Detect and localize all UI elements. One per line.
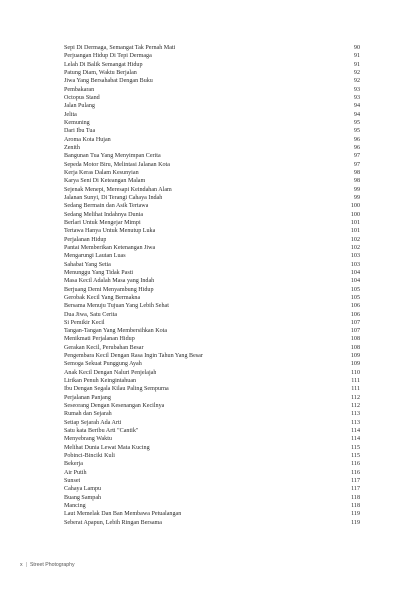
toc-entry-page: 111 xyxy=(351,386,360,393)
toc-entry-title: Perjalanan Hidup xyxy=(64,236,107,243)
toc-entry xyxy=(64,161,360,169)
toc-entry xyxy=(64,269,360,277)
toc-entry-page: 105 xyxy=(350,294,360,301)
toc-entry-page: 110 xyxy=(351,369,360,376)
toc-entry xyxy=(64,419,360,427)
toc-entry xyxy=(64,469,360,477)
toc-entry-title: Mancing xyxy=(64,503,86,510)
toc-entry-page: 96 xyxy=(353,144,360,151)
toc-entry-title: Bangunan Tua Yang Menyimpan Cerita xyxy=(64,153,161,160)
footer-separator: | xyxy=(25,562,27,568)
toc-entry-page: 119 xyxy=(351,511,360,518)
toc-entry-page: 116 xyxy=(351,461,360,468)
toc-entry-page: 93 xyxy=(353,86,360,93)
toc-entry xyxy=(64,427,360,435)
toc-entry xyxy=(64,144,360,152)
toc-entry xyxy=(64,502,360,510)
toc-entry-page: 109 xyxy=(350,353,360,360)
toc-entry-page: 98 xyxy=(353,169,360,176)
toc-entry-title: Masa Kecil Adalah Masa yang Indah xyxy=(64,278,155,285)
toc-entry-page: 106 xyxy=(350,311,360,318)
toc-entry-title: Dua Jiwa, Satu Cerita xyxy=(64,311,118,318)
toc-entry-title: Pobinci-Binciki Kuli xyxy=(64,453,115,460)
toc-entry xyxy=(64,277,360,285)
toc-entry-page: 101 xyxy=(350,219,360,226)
toc-entry xyxy=(64,452,360,460)
toc-entry-title: Mengarungi Lautan Luas xyxy=(64,253,126,260)
toc-entry xyxy=(64,435,360,443)
toc-entry-title: Sepeda Motor Biru, Melintasi Jalanan Kota xyxy=(64,161,170,168)
toc-entry-title: Semoga Sekuat Punggung Ayah xyxy=(64,361,142,368)
toc-entry-page: 92 xyxy=(353,69,360,76)
toc-entry xyxy=(64,111,360,119)
footer-book-title: Street Photography xyxy=(29,562,75,568)
toc-entry xyxy=(64,177,360,185)
toc-entry-title: Satu kata Beribu Arti "Cantik" xyxy=(64,428,139,435)
toc-entry-page: 108 xyxy=(350,344,360,351)
toc-entry-page: 114 xyxy=(351,436,360,443)
footer-page-number: x xyxy=(20,562,23,568)
toc-entry-page: 112 xyxy=(351,403,360,410)
toc-entry-title: Seseorang Dengan Kesenangan Kecilnya xyxy=(64,403,165,410)
toc-entry-title: Si Pemikir Kecil xyxy=(64,319,105,326)
toc-entry-page: 103 xyxy=(350,261,360,268)
table-of-contents xyxy=(64,44,360,527)
toc-entry-page: 105 xyxy=(350,286,360,293)
toc-entry-title: Perjuangan Hidup Di Tepi Dermaga xyxy=(64,53,152,60)
toc-entry-title: Lelah Di Balik Semangat Hidup xyxy=(64,61,143,68)
toc-entry-page: 103 xyxy=(350,253,360,260)
toc-entry-page: 97 xyxy=(353,161,360,168)
toc-entry-page: 104 xyxy=(350,278,360,285)
toc-entry-title: Setiap Sejarah Ada Arti xyxy=(64,419,122,426)
toc-entry-page: 100 xyxy=(350,203,360,210)
page-footer xyxy=(20,562,75,568)
toc-entry xyxy=(64,61,360,69)
toc-entry xyxy=(64,119,360,127)
toc-entry-title: Sedang Melihat Indahnya Dunia xyxy=(64,211,144,218)
toc-entry-page: 112 xyxy=(351,394,360,401)
toc-entry-page: 106 xyxy=(350,303,360,310)
toc-entry-page: 118 xyxy=(351,503,360,510)
toc-entry xyxy=(64,236,360,244)
toc-entry xyxy=(64,327,360,335)
toc-entry xyxy=(64,219,360,227)
toc-entry xyxy=(64,202,360,210)
toc-entry-page: 113 xyxy=(351,419,360,426)
toc-entry-page: 107 xyxy=(350,328,360,335)
toc-entry xyxy=(64,385,360,393)
toc-entry-title: Patung Diam, Waktu Berjalan xyxy=(64,69,137,76)
toc-entry-title: Pengembara Kecil Dengan Rasa Ingin Tahun Yang Besar xyxy=(64,353,203,360)
toc-entry-page: 99 xyxy=(353,186,360,193)
toc-entry-page: 97 xyxy=(353,153,360,160)
toc-entry xyxy=(64,485,360,493)
toc-entry-title: Tangan-Tangan Yang Membersihkan Kota xyxy=(64,328,168,335)
toc-entry-page: 91 xyxy=(353,61,360,68)
toc-entry-page: 90 xyxy=(353,45,360,51)
toc-entry-title: Aroma Kota Hujan xyxy=(64,136,111,143)
toc-entry-page: 117 xyxy=(351,478,360,485)
toc-entry-title: Berjuang Demi Menyambung Hidup xyxy=(64,286,154,293)
toc-entry xyxy=(64,402,360,410)
toc-entry-page: 119 xyxy=(351,519,360,526)
toc-entry-page: 101 xyxy=(350,228,360,235)
toc-entry xyxy=(64,377,360,385)
toc-entry-title: Seberat Apapun, Lebih Ringan Bersama xyxy=(64,519,162,526)
toc-entry-title: Menunggu Yang Tidak Pasti xyxy=(64,269,134,276)
toc-entry xyxy=(64,344,360,352)
toc-entry-title: Pembakaran xyxy=(64,86,95,93)
toc-entry-page: 95 xyxy=(353,128,360,135)
toc-entry-title: Bersama Menuju Tujuan Yang Lebih Sehat xyxy=(64,303,169,310)
toc-entry xyxy=(64,294,360,302)
toc-entry-title: Melihat Dunia Lewat Mata Kucing xyxy=(64,444,150,451)
toc-entry-title: Pantai Memberikan Ketenangan Jiwa xyxy=(64,244,156,251)
toc-entry-page: 95 xyxy=(353,119,360,126)
toc-entry-page: 104 xyxy=(350,269,360,276)
toc-entry-page: 92 xyxy=(353,78,360,85)
toc-entry xyxy=(64,311,360,319)
toc-entry xyxy=(64,510,360,518)
toc-entry-page: 98 xyxy=(353,178,360,185)
toc-entry xyxy=(64,319,360,327)
toc-entry-title: Kerja Keras Dalam Kesunyian xyxy=(64,169,139,176)
toc-entry-page: 91 xyxy=(353,53,360,60)
toc-entry-title: Rumah dan Sejarah xyxy=(64,411,112,418)
toc-entry xyxy=(64,77,360,85)
toc-entry xyxy=(64,44,360,52)
toc-entry-page: 102 xyxy=(350,244,360,251)
toc-entry-title: Jalan Pulang xyxy=(64,103,95,110)
toc-entry-title: Dari Ibu Tua xyxy=(64,128,96,135)
toc-entry-title: Karya Seni Di Keteangan Malam xyxy=(64,178,146,185)
toc-entry xyxy=(64,227,360,235)
toc-entry xyxy=(64,261,360,269)
toc-entry-page: 102 xyxy=(350,236,360,243)
toc-entry xyxy=(64,69,360,77)
toc-entry-page: 114 xyxy=(351,428,360,435)
toc-entry-page: 99 xyxy=(353,194,360,201)
toc-entry xyxy=(64,102,360,110)
toc-entry-page: 111 xyxy=(351,378,360,385)
toc-entry-page: 94 xyxy=(353,111,360,118)
toc-entry xyxy=(64,94,360,102)
toc-entry-title: Sedang Bermain dan Asik Tertawa xyxy=(64,203,149,210)
toc-entry-title: Sunset xyxy=(64,478,81,485)
toc-entry-title: Anak Kecil Dengan Naluri Penjelajah xyxy=(64,369,157,376)
toc-entry xyxy=(64,169,360,177)
toc-entry xyxy=(64,186,360,194)
toc-entry xyxy=(64,136,360,144)
toc-entry xyxy=(64,394,360,402)
toc-entry xyxy=(64,519,360,527)
toc-entry xyxy=(64,335,360,343)
toc-entry-title: Laut Memelak Dan Ban Membawa Petualangan xyxy=(64,511,182,518)
toc-entry-title: Sahabat Yang Setia xyxy=(64,261,111,268)
toc-entry-title: Tertawa Hanya Untuk Menutup Luka xyxy=(64,228,156,235)
toc-entry xyxy=(64,211,360,219)
toc-entry-page: 94 xyxy=(353,103,360,110)
toc-entry xyxy=(64,286,360,294)
toc-entry xyxy=(64,252,360,260)
toc-entry-title: Kemuning xyxy=(64,119,90,126)
toc-entry xyxy=(64,302,360,310)
toc-entry xyxy=(64,494,360,502)
toc-entry-page: 109 xyxy=(350,361,360,368)
toc-entry xyxy=(64,152,360,160)
toc-entry-title: Sejenak Menepi, Meresapi Keindahan Alam xyxy=(64,186,172,193)
toc-entry-page: 108 xyxy=(350,336,360,343)
toc-entry xyxy=(64,369,360,377)
toc-entry-page: 107 xyxy=(350,319,360,326)
toc-entry-title: Jelita xyxy=(64,111,77,118)
toc-entry xyxy=(64,194,360,202)
toc-entry-title: Cahaya Lampu xyxy=(64,486,102,493)
toc-entry-page: 93 xyxy=(353,94,360,101)
toc-entry-title: Lirikan Penuh Keingintahuan xyxy=(64,378,137,385)
toc-entry-title: Octopus Stand xyxy=(64,94,100,101)
toc-entry-title: Jiwa Yang Bersahabat Dengan Buku xyxy=(64,78,153,85)
toc-entry-title: Gerakan Kecil, Perubahan Besar xyxy=(64,344,144,351)
toc-entry-page: 100 xyxy=(350,211,360,218)
toc-entry-title: Bekerja xyxy=(64,461,83,468)
toc-entry-page: 113 xyxy=(351,411,360,418)
toc-entry-title: Menyebrang Waktu xyxy=(64,436,112,443)
toc-entry-title: Berlari Untuk Mengejar Mimpi xyxy=(64,219,141,226)
toc-entry xyxy=(64,460,360,468)
toc-entry xyxy=(64,86,360,94)
toc-entry-title: Zenith xyxy=(64,144,80,151)
toc-entry-page: 117 xyxy=(351,486,360,493)
toc-entry-page: 118 xyxy=(351,494,360,501)
toc-entry-title: Perjalanan Panjang xyxy=(64,394,111,401)
toc-entry-page: 96 xyxy=(353,136,360,143)
toc-entry xyxy=(64,360,360,368)
toc-entry-title: Buang Sampah xyxy=(64,494,102,501)
toc-entry xyxy=(64,477,360,485)
toc-entry-title: Menikmati Perjalanan Hidup xyxy=(64,336,135,343)
toc-entry-page: 115 xyxy=(351,444,360,451)
toc-entry-page: 116 xyxy=(351,469,360,476)
toc-entry-page: 115 xyxy=(351,453,360,460)
toc-entry-title: Air Putih xyxy=(64,469,87,476)
toc-entry xyxy=(64,52,360,60)
toc-entry-title: Ibu Dengan Segala Kilau Paling Sempurna xyxy=(64,386,169,393)
toc-entry-title: Sepi Di Dermaga, Semangat Tak Pernah Mati xyxy=(64,45,176,51)
toc-entry-title: Gerobak Kecil Yang Bermakna xyxy=(64,294,141,301)
toc-entry xyxy=(64,352,360,360)
toc-entry xyxy=(64,244,360,252)
toc-entry xyxy=(64,444,360,452)
toc-entry xyxy=(64,410,360,418)
toc-entry-title: Jalanan Sunyi, Di Terangi Cahaya Indah xyxy=(64,194,163,201)
toc-entry xyxy=(64,127,360,135)
